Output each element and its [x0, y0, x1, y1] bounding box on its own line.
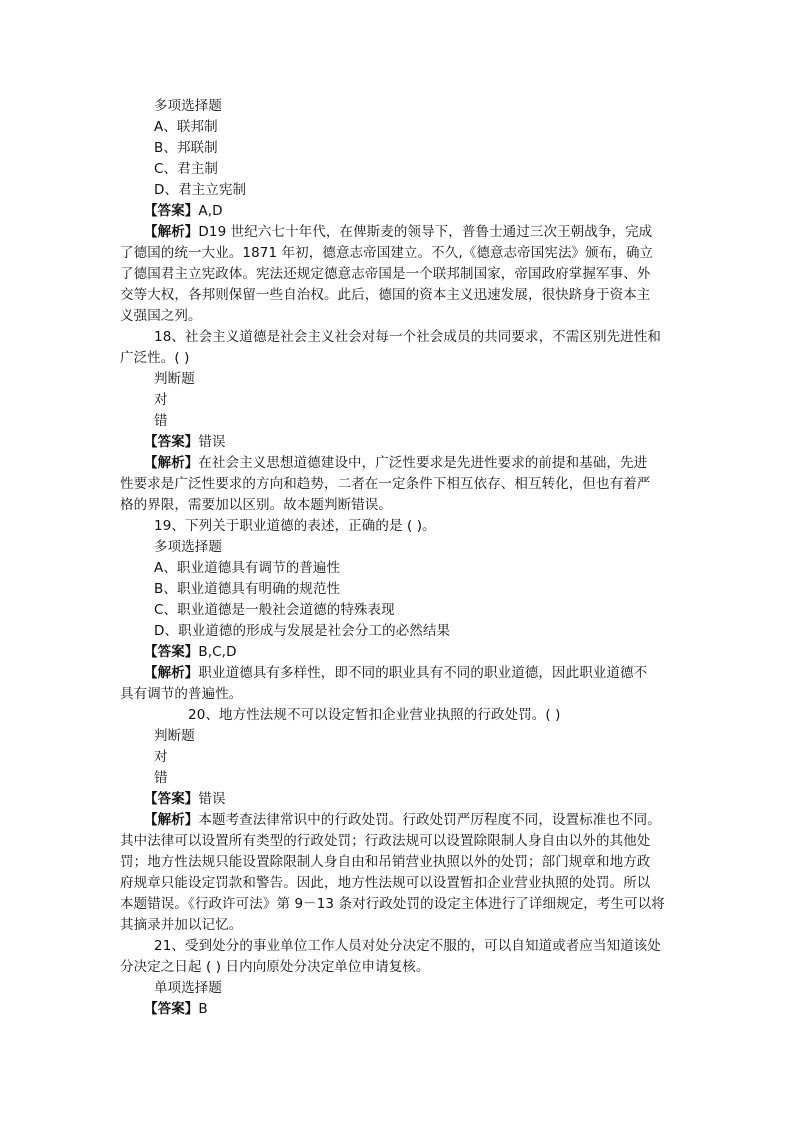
q18-option-true: 对 [154, 392, 168, 408]
q19-analysis-line-2: 具有调节的普遍性。 [120, 686, 243, 702]
q20-type: 判断题 [154, 728, 195, 744]
q17-option-a: A、联邦制 [154, 119, 218, 135]
q21-stem-line-2: 分决定之日起 ( ) 日内向原处分决定单位申请复核。 [120, 959, 430, 975]
q20-stem: 20、地方性法规不可以设定暂扣企业营业执照的行政处罚。( ) [188, 707, 561, 723]
q19-stem: 19、下列关于职业道德的表述，正确的是 ( )。 [154, 518, 436, 534]
q17-option-c: C、君主制 [154, 161, 218, 177]
q19-analysis-line-1 [144, 663, 647, 683]
q18-answer-value: 错误 [198, 434, 226, 450]
q20-answer-value: 错误 [198, 791, 226, 807]
q17-type: 多项选择题 [154, 98, 222, 114]
q18-answer [144, 432, 226, 452]
q19-type: 多项选择题 [154, 539, 222, 555]
q18-type: 判断题 [154, 371, 195, 387]
q17-analysis-line-3: 了德国君主立宪政体。宪法还规定德意志帝国是一个联邦制国家，帝国政府掌握军事、外 [120, 266, 651, 282]
q21-stem-line-1: 21、受到处分的事业单位工作人员对处分决定不服的，可以自知道或者应当知道该处 [154, 938, 661, 954]
q21-type: 单项选择题 [154, 980, 222, 996]
q19-option-b: B、职业道德具有明确的规范性 [154, 581, 341, 597]
q20-analysis-line-3: 罚；地方性法规只能设置除限制人身自由和吊销营业执照以外的处罚；部门规章和地方政 [120, 854, 651, 870]
q19-option-c: C、职业道德是一般社会道德的特殊表现 [154, 602, 395, 618]
answer-tag: 【答案】 [144, 203, 199, 219]
analysis-tag: 【解析】 [144, 455, 199, 471]
q17-answer-value: A,D [198, 203, 223, 219]
q18-analysis-line-3: 格的界限，需要加以区别。故本题判断错误。 [120, 497, 392, 513]
q19-answer-value: B,C,D [198, 644, 237, 660]
q20-analysis-text: 本题考查法律常识中的行政处罚。行政处罚严厉程度不同，设置标准也不同。 [198, 812, 661, 828]
q20-analysis-line-6: 其摘录并加以记忆。 [120, 917, 243, 933]
q17-analysis-text: D19 世纪六七十年代，在俾斯麦的领导下，普鲁士通过三次王朝战争，完成 [198, 224, 653, 240]
q21-answer-value: B [198, 1001, 208, 1017]
q20-option-true: 对 [154, 749, 168, 765]
q17-option-d: D、君主立宪制 [154, 182, 247, 198]
q19-option-a: A、职业道德具有调节的普遍性 [154, 560, 341, 576]
q20-analysis-line-2: 其中法律可以设置所有类型的行政处罚；行政法规可以设置除限制人身自由以外的其他处 [120, 833, 651, 849]
q20-answer [144, 789, 226, 809]
q18-analysis-line-1 [144, 453, 647, 473]
analysis-tag: 【解析】 [144, 812, 199, 828]
q20-option-false: 错 [154, 770, 168, 786]
q21-answer [144, 999, 208, 1019]
analysis-tag: 【解析】 [144, 224, 199, 240]
q19-option-d: D、职业道德的形成与发展是社会分工的必然结果 [154, 623, 451, 639]
answer-tag: 【答案】 [144, 1001, 199, 1017]
q18-stem-line-2: 广泛性。( ) [120, 350, 190, 366]
q18-option-false: 错 [154, 413, 168, 429]
q17-analysis-line-5: 义强国之列。 [120, 308, 202, 324]
q17-analysis-line-2: 了德国的统一大业。1871 年初，德意志帝国建立。不久,《德意志帝国宪法》颁布，确立 [120, 245, 654, 261]
q19-answer [144, 642, 237, 662]
answer-tag: 【答案】 [144, 434, 199, 450]
analysis-tag: 【解析】 [144, 665, 199, 681]
q18-stem-line-1: 18、社会主义道德是社会主义社会对每一个社会成员的共同要求，不需区别先进性和 [154, 329, 661, 345]
answer-tag: 【答案】 [144, 791, 199, 807]
q18-analysis-line-2: 性要求是广泛性要求的方向和趋势，二者在一定条件下相互依存、相互转化，但也有着严 [120, 476, 651, 492]
q20-analysis-line-5: 本题错误。《行政许可法》第 9－13 条对行政处罚的设定主体进行了详细规定，考生可以将 [120, 896, 665, 912]
q17-option-b: B、邦联制 [154, 140, 218, 156]
q17-answer [144, 201, 223, 221]
q20-analysis-line-4: 府规章只能设定罚款和警告。因此，地方性法规可以设置暂扣企业营业执照的处罚。所以 [120, 875, 651, 891]
answer-tag: 【答案】 [144, 644, 199, 660]
q17-analysis-line-1 [144, 222, 652, 242]
q20-analysis-line-1 [144, 810, 661, 830]
q17-analysis-line-4: 交等大权，各邦则保留一些自治权。此后，德国的资本主义迅速发展，很快跻身于资本主 [120, 287, 651, 303]
q19-analysis-text: 职业道德具有多样性，即不同的职业具有不同的职业道德，因此职业道德不 [198, 665, 648, 681]
q18-analysis-text: 在社会主义思想道德建设中，广泛性要求是先进性要求的前提和基础，先进 [198, 455, 648, 471]
